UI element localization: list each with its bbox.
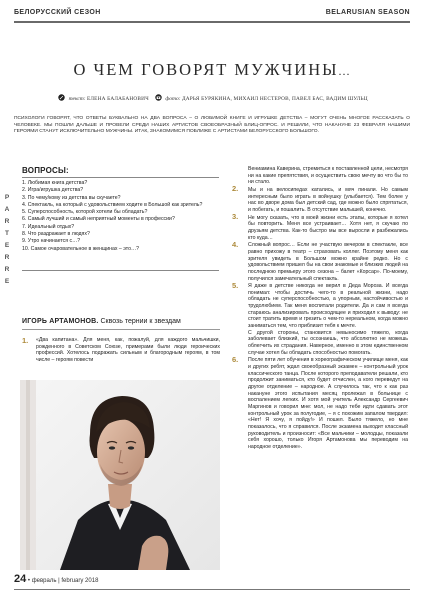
camera-icon <box>155 94 162 103</box>
section-label: БЕЛОРУССКИЙ СЕЗОН <box>14 9 101 16</box>
side-section-label <box>3 192 11 288</box>
interviewee-rule <box>22 329 220 330</box>
side-letter: P <box>4 194 10 201</box>
answer-number: 4. <box>232 239 239 249</box>
questions-title: ВОПРОСЫ: <box>22 166 69 175</box>
answer-paragraph <box>232 212 408 242</box>
article-title <box>0 60 424 80</box>
answer-paragraph <box>232 280 408 330</box>
credit-photo-authors: ДАРЬЯ БУРЯКИНА, МИХАИЛ НЕСТЕРОВ, ПАВЕЛ БАС, ВАДИМ ШУЛЬЦ <box>181 95 368 102</box>
answer-number: 5. <box>232 280 239 290</box>
footer-separator: | <box>58 578 60 584</box>
answer-paragraph <box>232 354 408 450</box>
page-number: 24 <box>14 573 27 585</box>
interviewee <box>22 318 181 325</box>
question-item: 3. По чему/кому из детства вы скучаете? <box>22 194 121 201</box>
answer-text: Сложный вопрос… Если не участвую вечером в спектакле, все равно прихожу в театр – страховать коллег. Поэтому меня как зрителя увидеть в Большом можно крайне редко. Но с удовольствием пришел бы на свои знакомые и близких людей на последнюю премьеру этого сезона – балет «Корсар». По-моему, получился замечательный спектакль. <box>248 242 408 282</box>
title-ellipsis: ... <box>338 64 351 78</box>
question-item: 7. Идеальный отдых? <box>22 223 75 230</box>
question-item: 8. Что раздражает в людях? <box>22 231 90 238</box>
side-letter: T <box>5 230 9 237</box>
side-letter: E <box>4 278 10 285</box>
portrait-photo <box>20 380 220 570</box>
question-item: 9. Утро начинается с…? <box>22 238 81 245</box>
header-rule <box>14 21 410 23</box>
answer-number: 6. <box>232 354 239 364</box>
question-item: 10. Самое очаровательное в женщинах – это…? <box>22 245 140 252</box>
article-credits <box>0 94 424 103</box>
side-letter: R <box>4 254 10 261</box>
side-letters <box>3 192 11 288</box>
questions-rule-top <box>22 177 219 178</box>
footer-month-en: february 2018 <box>61 578 99 584</box>
answer-text: «Два капитана». Для меня, как, пожалуй, для каждого мальчишки, рожденного в Советском Союзе, примерами были люди героических профессий. Хотелось подражать сильным и благородным героям, в том числе – героям повести <box>36 337 220 364</box>
interviewee-name: ИГОРЬ АРТАМОНОВ. <box>22 318 99 325</box>
answer-paragraph <box>232 239 408 282</box>
footer-bullet: • <box>27 578 31 584</box>
answer-text: Не могу сказать, что в моей жизни есть этапы, которые я хотел бы повторить. Меня все устраивает… Хотя нет, я скучаю по друзьям детства. Как-то быстро мы все выросли и разбежались кто куда… <box>248 214 408 241</box>
credit-text-author: ЕЛЕНА БАЛАБАНОВИЧ <box>87 95 149 102</box>
interviewee-subtitle: Сквозь тернии к звездам <box>100 318 181 325</box>
answer-text: Мы и на велосипедах катались, и мяч пинали. Но самым интересным было играть в войнушку (улыбается). Тем более у нас во дворе дома был детский сад, где можно было спрятаться, и побегать, и пошалить. В отсутствие малышей, конечно. <box>248 186 408 213</box>
answer-text: После пяти лет обучения в хореографическом училище меня, как и других ребят, ждал своеобразный экзамен – контрольный урок классического танца. После которого преподаватели решали, кто продолжит заниматься, кто будет отчислен, а кого переведут на другое отделение – народное. А случилось так, что к как раз накануне этого испытания месяц пролежал в больнице с воспалением легких. И хотя мой учитель Александр Сергеевич Маргинов и говорил мне: мол, не надо тебе идти сдавать этот контрольный урок за полугодие, – я с похожим запалом твердил: «Нет! Я хочу, я пойду!» И пошел. Было тяжело, но мне показалось, что я справился. После экзамена выходит классный руководитель и произносит: «Все мальчики – молодцы, показали себя хорошо, только Игоря Артамонова мы переводим на народное отделение». <box>248 357 408 450</box>
side-letter: A <box>4 206 10 213</box>
question-item: 2. Игра/игрушка детства? <box>22 187 84 194</box>
right-column <box>232 166 408 451</box>
side-letter: R <box>4 266 10 273</box>
side-letter: R <box>4 218 10 225</box>
answer-text: Я даже в детстве никогда не верил в Деда Мороза. И всегда понимал: чтобы достичь чего-то в реальной жизни, надо обладать не суперспособностью, а упорным, настойчивостью и трудолюбием. Так меня воспитали родители. Да и сам я всегда стараюсь анализировать происходящее и приходил к выводу: не стоит тратить время и грезить о чем-то нереальном, когда можно заниматься тем, что приблизит тебя к мечте. <box>248 283 408 330</box>
credit-photo-label: фото: <box>165 95 181 102</box>
side-letter: E <box>4 242 10 249</box>
section-label-en: BELARUSIAN SEASON <box>325 9 410 16</box>
article-intro: ПСИХОЛОГИ ГОВОРЯТ, ЧТО ОТВЕТЫ БУКВАЛЬНО НА ДВА ВОПРОСА – О ЛЮБИМОЙ КНИГЕ И ИГРУШКЕ ДЕТСТВА – МОГУТ ОЧЕНЬ МНОГОЕ РАССКАЗАТЬ О ЧЕЛОВЕКЕ. МЫ ПОШЛИ ДАЛЬШЕ И ПРОВЕЛИ СРЕДИ НАШИХ АРТИСТОВ СВОЕОБРАЗНЫЙ БЛИЦ-ОПРОС. И РЕШИЛИ, ЧТО НАКАНУНЕ 23 ФЕВРАЛЯ НАШИМИ ГЕРОЯМИ СТАНУТ ИСКЛЮЧИТЕЛЬНО МУЖЧИНЫ. ИТАК, ЗНАКОМИМСЯ ПОБЛИЖЕ С АРТИСТАМИ БЕЛОРУССКОГО БОЛЬШОГО. <box>14 116 410 135</box>
answer-number: 3. <box>232 212 239 222</box>
credit-text-label: текст: <box>68 95 86 102</box>
pen-icon <box>58 94 65 103</box>
question-item: 1. Любимая книга детства? <box>22 180 88 186</box>
question-item: 5. Суперспособность, которой хотели бы обладать? <box>22 209 148 216</box>
question-item: 4. Спектакль, на который с удовольствием ходите в Большой как зритель? <box>22 201 203 208</box>
page-footer <box>14 573 98 585</box>
question-item: 6. Самый лучший и самый неприятный моменты в профессии? <box>22 216 175 223</box>
answer-number: 2. <box>232 184 239 194</box>
answer-text: Вениамина Каверина, стремиться к поставленной цели, несмотря ни на какие препятствия, и осуществить свою мечту во что бы то ни стало. <box>248 166 408 186</box>
answer-paragraph <box>232 184 408 214</box>
questions-list <box>22 180 220 253</box>
title-text: О ЧЕМ ГОВОРЯТ МУЖЧИНЫ <box>73 60 339 79</box>
footer-rule <box>14 589 410 590</box>
answer-text: С другой стороны, становится невыносимо тяжело, когда заболевает близкий, ты осознаешь, что абсолютно не можешь облегчить их страдания. Наверное, именно в этом единственном случае хотел бы обладать способностью помогать. <box>248 329 408 356</box>
answer-number: 1. <box>22 336 29 345</box>
questions-rule-bottom <box>22 270 219 271</box>
answer-paragraph <box>232 166 408 186</box>
footer-month: февраль <box>31 578 57 584</box>
answer-paragraph <box>232 330 408 357</box>
